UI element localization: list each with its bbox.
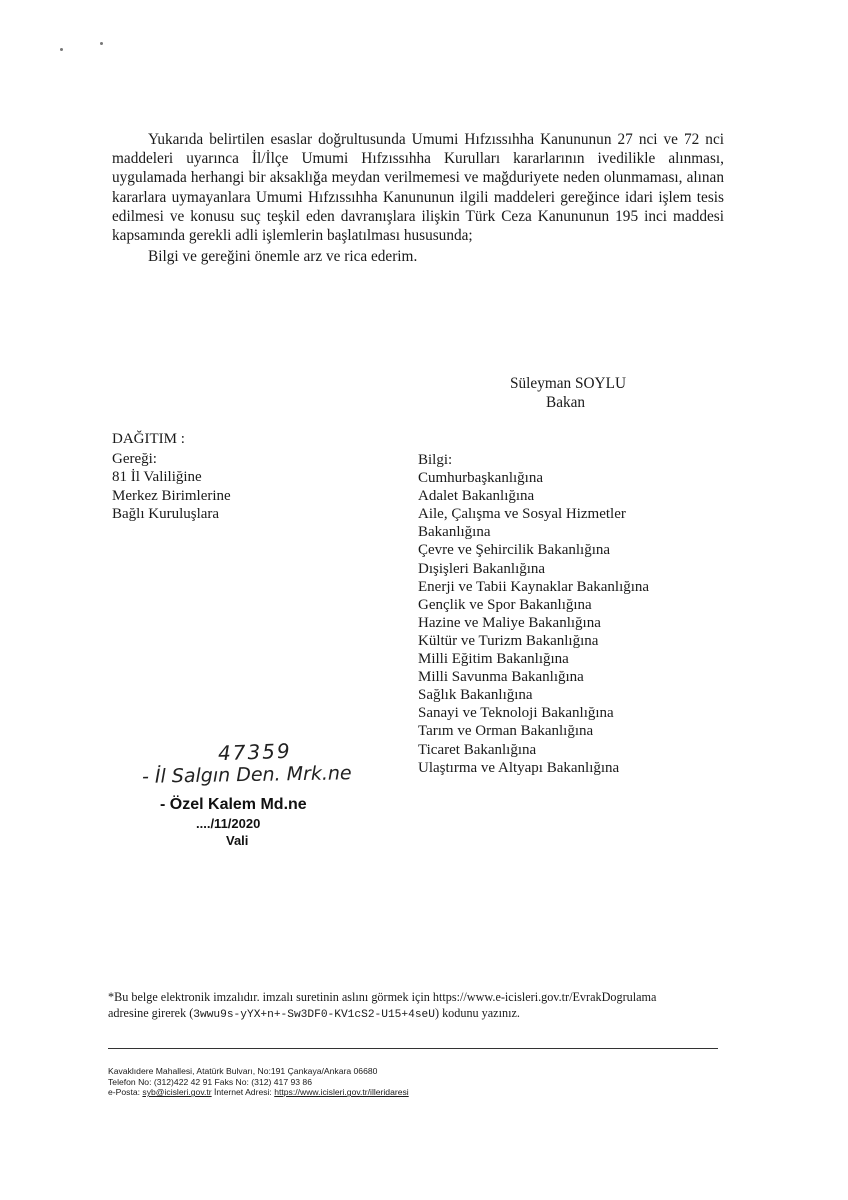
email-label: e-Posta: xyxy=(108,1087,143,1098)
footnote-line-1: *Bu belge elektronik imzalıdır. imzalı suretinin aslını görmek için https://www.e-icisleri.gov.tr/EvrakDogrulama xyxy=(108,990,657,1004)
bilgi-item: Cumhurbaşkanlığına xyxy=(418,470,543,487)
stamp-date: ..../11/2020 xyxy=(196,816,261,831)
gerek-item: Merkez Birimlerine xyxy=(112,487,231,504)
closing-line: Bilgi ve gereğini önemle arz ve rica ederim. xyxy=(148,248,418,266)
bilgi-item: Milli Eğitim Bakanlığına xyxy=(418,651,569,668)
body-paragraph: Yukarıda belirtilen esaslar doğrultusunda Umumi Hıfzıssıhha Kanununun 27 nci ve 72 nci maddeleri uyarınca İl/İlçe Umumi Hıfzıssıhha Kurulları kararlarının ivedilikle alınması, uygulamada herhangi bir aksaklığa meydan verilmemesi ve mağduriyete neden olunmaması, alınan kararlara uymayanlara Umumi Hıfzıssıhha Kanununun ilgili maddeleri gereğince idari işlem tesis edilmesi ve konusu suç teşkil eden davranışlara ilişkin Türk Ceza Kanununun 195 inci maddesi kapsamında gerekli adli işlemlerin başlatılması hususunda; xyxy=(112,131,724,245)
bilgi-heading: Bilgi: xyxy=(418,452,453,468)
verification-code: 3wwu9s-yYX+n+-Sw3DF0-KV1cS2-U15+4seU xyxy=(193,1009,435,1021)
gerek-list xyxy=(112,468,231,524)
scan-specks xyxy=(58,40,118,60)
email-link[interactable]: syb@icisleri.gov.tr xyxy=(142,1087,212,1098)
letter-body xyxy=(112,130,724,266)
address-line-2: Telefon No: (312)422 42 91 Faks No: (312) 417 93 86 xyxy=(108,1076,312,1087)
receipt-stamp xyxy=(140,740,400,850)
bilgi-block xyxy=(418,451,649,777)
bilgi-item: Kültür ve Turizm Bakanlığına xyxy=(418,632,599,649)
speck-dot xyxy=(100,42,103,45)
bilgi-item: Sağlık Bakanlığına xyxy=(418,687,533,704)
website-link[interactable]: https://www.icisleri.gov.tr/illeridaresi xyxy=(274,1087,409,1098)
bilgi-item: Ticaret Bakanlığına xyxy=(418,741,537,758)
gerek-item: 81 İl Valiliğine xyxy=(112,469,202,486)
footnote-line-2 xyxy=(108,1005,728,1023)
footnote-suffix: ) kodunu yazınız. xyxy=(434,1006,520,1020)
stamp-authority: Vali xyxy=(226,833,249,848)
signatory-title: Bakan xyxy=(546,394,586,411)
stamp-number: 47359 xyxy=(217,738,293,766)
speck-dot xyxy=(60,48,63,51)
bilgi-item: Enerji ve Tabii Kaynaklar Bakanlığına xyxy=(418,578,650,595)
signatory-name: Süleyman SOYLU xyxy=(510,375,626,392)
address-line-1: Kavaklıdere Mahallesi, Atatürk Bulvarı, No:191 Çankaya/Ankara 06680 xyxy=(108,1066,378,1076)
bilgi-item: Dışişleri Bakanlığına xyxy=(418,560,546,577)
web-label: İnternet Adresi: xyxy=(211,1087,275,1098)
bilgi-item: Adalet Bakanlığına xyxy=(418,488,535,505)
bilgi-item: Milli Savunma Bakanlığına xyxy=(418,669,584,686)
bilgi-item: Bakanlığına xyxy=(418,524,491,541)
bilgi-item: Sanayi ve Teknoloji Bakanlığına xyxy=(418,705,614,722)
bilgi-item: Ulaştırma ve Altyapı Bakanlığına xyxy=(418,759,620,776)
stamp-office: - Özel Kalem Md.ne xyxy=(160,796,307,813)
footer-divider xyxy=(108,1048,718,1049)
verification-footnote xyxy=(108,989,728,1023)
footnote-prefix: adresine girerek ( xyxy=(108,1006,194,1020)
bilgi-item: Aile, Çalışma ve Sosyal Hizmetler xyxy=(418,506,626,523)
gerek-heading: Gereği: xyxy=(112,450,157,467)
bilgi-item: Gençlik ve Spor Bakanlığına xyxy=(418,596,592,613)
bilgi-list xyxy=(418,469,649,777)
bilgi-item: Hazine ve Maliye Bakanlığına xyxy=(418,614,601,631)
distribution-heading: DAĞITIM : xyxy=(112,431,185,447)
distribution-block xyxy=(112,430,231,524)
bilgi-item: Çevre ve Şehircilik Bakanlığına xyxy=(418,542,611,559)
bilgi-item: Tarım ve Orman Bakanlığına xyxy=(418,723,594,740)
footer-address xyxy=(108,1066,708,1098)
address-line-3 xyxy=(108,1087,708,1098)
gerek-item: Bağlı Kuruluşlara xyxy=(112,506,220,523)
stamp-handwritten-department: - İl Salgın Den. Mrk.ne xyxy=(141,762,352,788)
